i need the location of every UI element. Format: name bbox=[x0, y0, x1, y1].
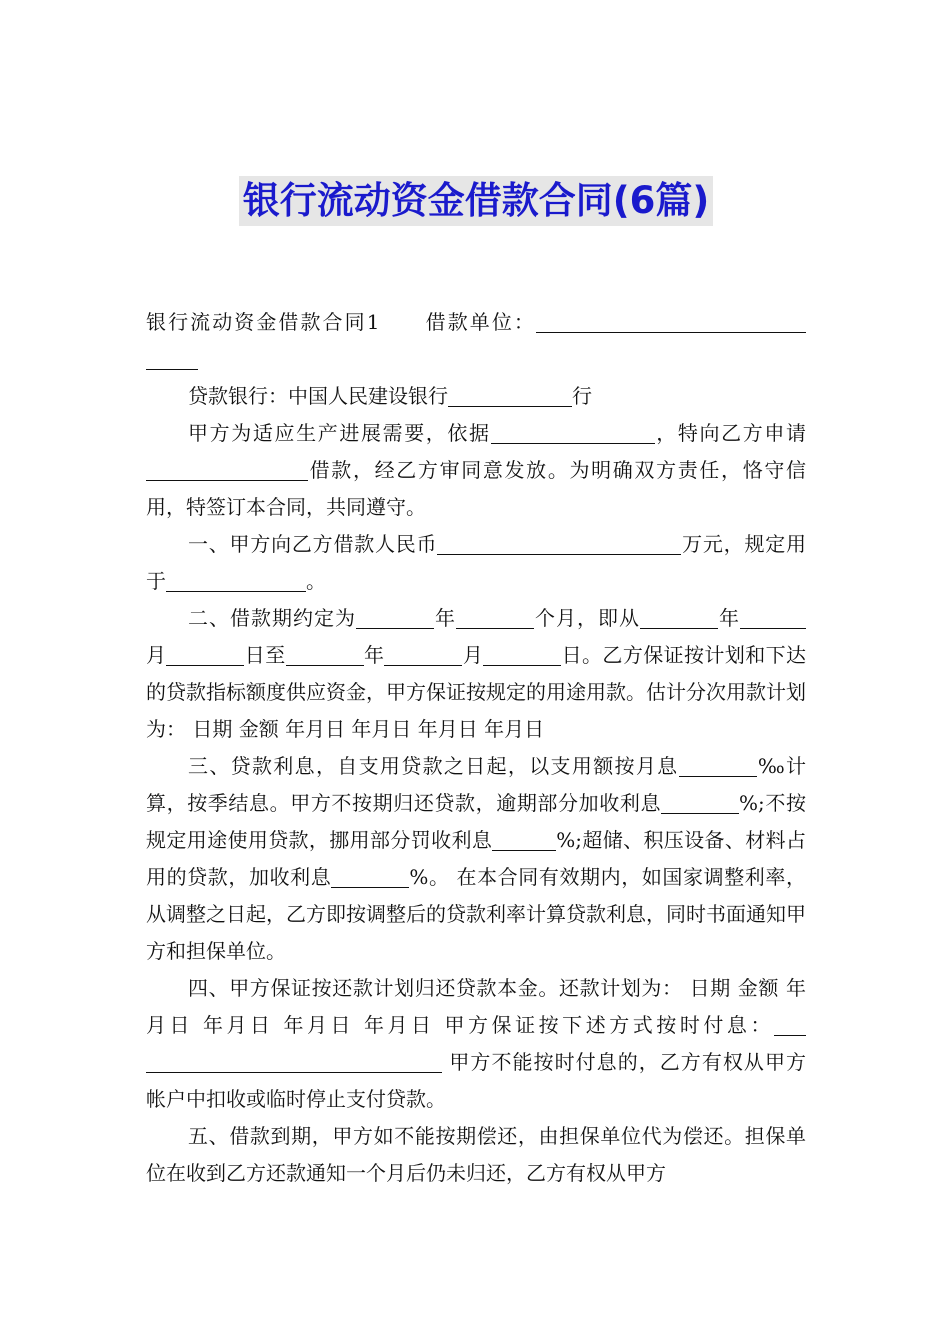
paragraph-text: 日至 bbox=[244, 643, 286, 667]
paragraph-p5 bbox=[146, 600, 806, 748]
document-title: 银行流动资金借款合同(6篇) bbox=[239, 176, 714, 226]
paragraph-p1 bbox=[146, 304, 806, 378]
paragraph-text: 甲方为适应生产进展需要，依据 bbox=[188, 421, 491, 445]
paragraph-text: 一、甲方向乙方借款人民币 bbox=[188, 532, 438, 556]
paragraph-text: 年 bbox=[434, 606, 456, 630]
fill-in-blank[interactable] bbox=[437, 532, 681, 555]
paragraph-text: 二、借款期约定为 bbox=[188, 606, 356, 630]
fill-in-blank[interactable] bbox=[456, 606, 534, 629]
paragraph-text: 年 bbox=[363, 643, 385, 667]
fill-in-blank[interactable] bbox=[146, 347, 198, 370]
fill-in-blank[interactable] bbox=[640, 606, 718, 629]
paragraph-text: 五、借款到期，甲方如不能按期偿还，由担保单位代为偿还。担保单位在收到乙方还款通知一个月后仍未归还，乙方有权从甲方 bbox=[146, 1124, 806, 1185]
fill-in-blank[interactable] bbox=[356, 606, 434, 629]
paragraph-p2 bbox=[146, 378, 806, 415]
paragraph-text: 月 bbox=[462, 643, 484, 667]
fill-in-blank[interactable] bbox=[491, 421, 655, 444]
fill-in-blank[interactable] bbox=[740, 606, 776, 629]
fill-in-blank[interactable] bbox=[146, 458, 308, 481]
paragraph-text: 四、甲方保证按还款计划归还贷款本金。还款计划为： 日期 金额 年月日 年月日 年月日 年月日 甲方保证按下述方式按时付息： bbox=[146, 976, 806, 1037]
paragraph-text: 个月，即从 bbox=[534, 606, 640, 630]
fill-in-blank[interactable] bbox=[536, 310, 806, 333]
paragraph-text: 三、贷款利息，自支用贷款之日起，以支用额按月息 bbox=[188, 754, 679, 778]
fill-in-blank[interactable] bbox=[384, 643, 462, 666]
document-body bbox=[146, 304, 806, 1192]
paragraph-text: %;超储、积压设备、材料占用的贷款，加收利息 bbox=[146, 828, 807, 889]
paragraph-text: ‰计算，按季结息。甲方不按期归还贷款，逾期部分加收利息 bbox=[146, 754, 807, 815]
fill-in-blank[interactable] bbox=[492, 828, 556, 851]
paragraph-text: 借款，经乙方审同意发放。为明确双方责任，恪守信用，特签订本合同，共同遵守。 bbox=[146, 458, 806, 519]
paragraph-text: 。 bbox=[306, 569, 326, 593]
fill-in-blank[interactable] bbox=[448, 384, 572, 407]
fill-in-blank[interactable] bbox=[146, 1050, 442, 1073]
fill-in-blank[interactable] bbox=[166, 569, 306, 592]
paragraph-text: 贷款银行：中国人民建设银行 bbox=[188, 384, 448, 408]
paragraph-text: 月 bbox=[146, 643, 167, 667]
paragraph-text: %。 在本合同有效期内，如国家调整利率，从调整之日起，乙方即按调整后的贷款利率计算贷款利息，同时书面通知甲方和担保单位。 bbox=[146, 865, 806, 963]
fill-in-blank[interactable] bbox=[776, 606, 806, 629]
paragraph-p6 bbox=[146, 748, 806, 970]
paragraph-text: 年 bbox=[718, 606, 740, 630]
paragraph-text: 银行流动资金借款合同1 借款单位： bbox=[146, 310, 536, 334]
paragraph-text: 日。乙方保证按计划和下达的贷款指标额度供应资金，甲方保证按规定的用途用款。估计分次用款计划为： 日期 金额 年月日 年月日 年月日 年月日 bbox=[146, 643, 807, 741]
fill-in-blank[interactable] bbox=[661, 791, 739, 814]
paragraph-text: 万元，规定用于 bbox=[146, 532, 807, 593]
paragraph-p3 bbox=[146, 415, 806, 526]
fill-in-blank[interactable] bbox=[679, 754, 757, 777]
paragraph-text: 行 bbox=[572, 384, 592, 408]
fill-in-blank[interactable] bbox=[286, 643, 364, 666]
paragraph-text: %;不按规定用途使用贷款，挪用部分罚收利息 bbox=[146, 791, 806, 852]
fill-in-blank[interactable] bbox=[774, 1013, 806, 1036]
paragraph-text: ，特向乙方申请 bbox=[654, 421, 807, 445]
fill-in-blank[interactable] bbox=[483, 643, 561, 666]
paragraph-text: 甲方不能按时付息的，乙方有权从甲方帐户中扣收或临时停止支付贷款。 bbox=[146, 1050, 806, 1111]
paragraph-p4 bbox=[146, 526, 806, 600]
fill-in-blank[interactable] bbox=[166, 643, 244, 666]
paragraph-p7 bbox=[146, 970, 806, 1118]
fill-in-blank[interactable] bbox=[331, 865, 409, 888]
paragraph-p8 bbox=[146, 1118, 806, 1192]
